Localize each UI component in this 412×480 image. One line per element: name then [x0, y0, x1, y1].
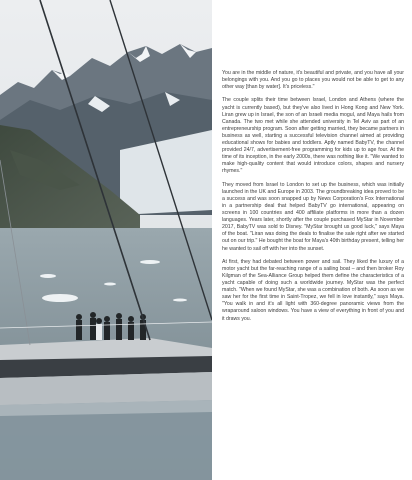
article-paragraph-3: They moved from Israel to London to set up the business, which was initially launched in the UK and Europe in 2003. The groundbreaking idea proved to be a success and was soon snapped up by News Corporation's Fox International in a partnership deal that helped BabyTV go international, appearing on screens in 100 countries and 400 affiliate platforms in more than a dozen languages. Years later, shortly after the couple purchased MyStar in November 2017, BabyTV was sold to Disney. "MyStar brought us good luck," says Maya of the boat. "Liran was doing the deals to finalise the sale right after we started out on our trip." He bought the boat for Maya's 40th birthday present, telling her he wanted to sail off with her into the sunset.	[222, 181, 404, 252]
article-text	[222, 70, 404, 329]
article-paragraph-2: The couple splits their time between Israel, London and Athens (where the yacht is currently based), but they've also lived in Hong Kong and New York. Liran grew up in Israel, the son of an Israeli media mogul, and Maya hails from Canada. The two met while she attended university in Tel Aviv as part of an entrepreneurship program. Soon after getting married, they became partners in business as well, starting a successful television channel aimed at providing educational shows for babies and toddlers. Aptly named BabyTV, the channel provided 24/7, advertisement-free programming for kids up to age four. At the time of its inception, in the early 2000s, there was nothing like it. "We wanted to make high-quality content that would introduce colors, shapes and nursery rhymes."	[222, 97, 404, 175]
article-paragraph-1: You are in the middle of nature, it's beautiful and private, and you have all your belongings with you. And you go to places you would not be able to get to any other way [than by water]. It's priceless."	[222, 70, 404, 91]
article-paragraph-4: At first, they had debated between power and sail. They liked the luxury of a motor yacht but the far-reaching range of a sailing boat – and then broker Roy Kilgman of the Sea-Alliance Group helped them define the characteristics of a yacht capable of doing such a worldwide journey. MyStar was the perfect match. "When we found MyStar, she was a combination of both. As soon as we saw her for the first time in Saint-Tropez, we fell in love instantly," says Maya. "You walk in and it's all light with 360-degree panoramic views from the wraparound saloon windows. You have a view of everything in front of you and it draws you.	[222, 258, 404, 322]
